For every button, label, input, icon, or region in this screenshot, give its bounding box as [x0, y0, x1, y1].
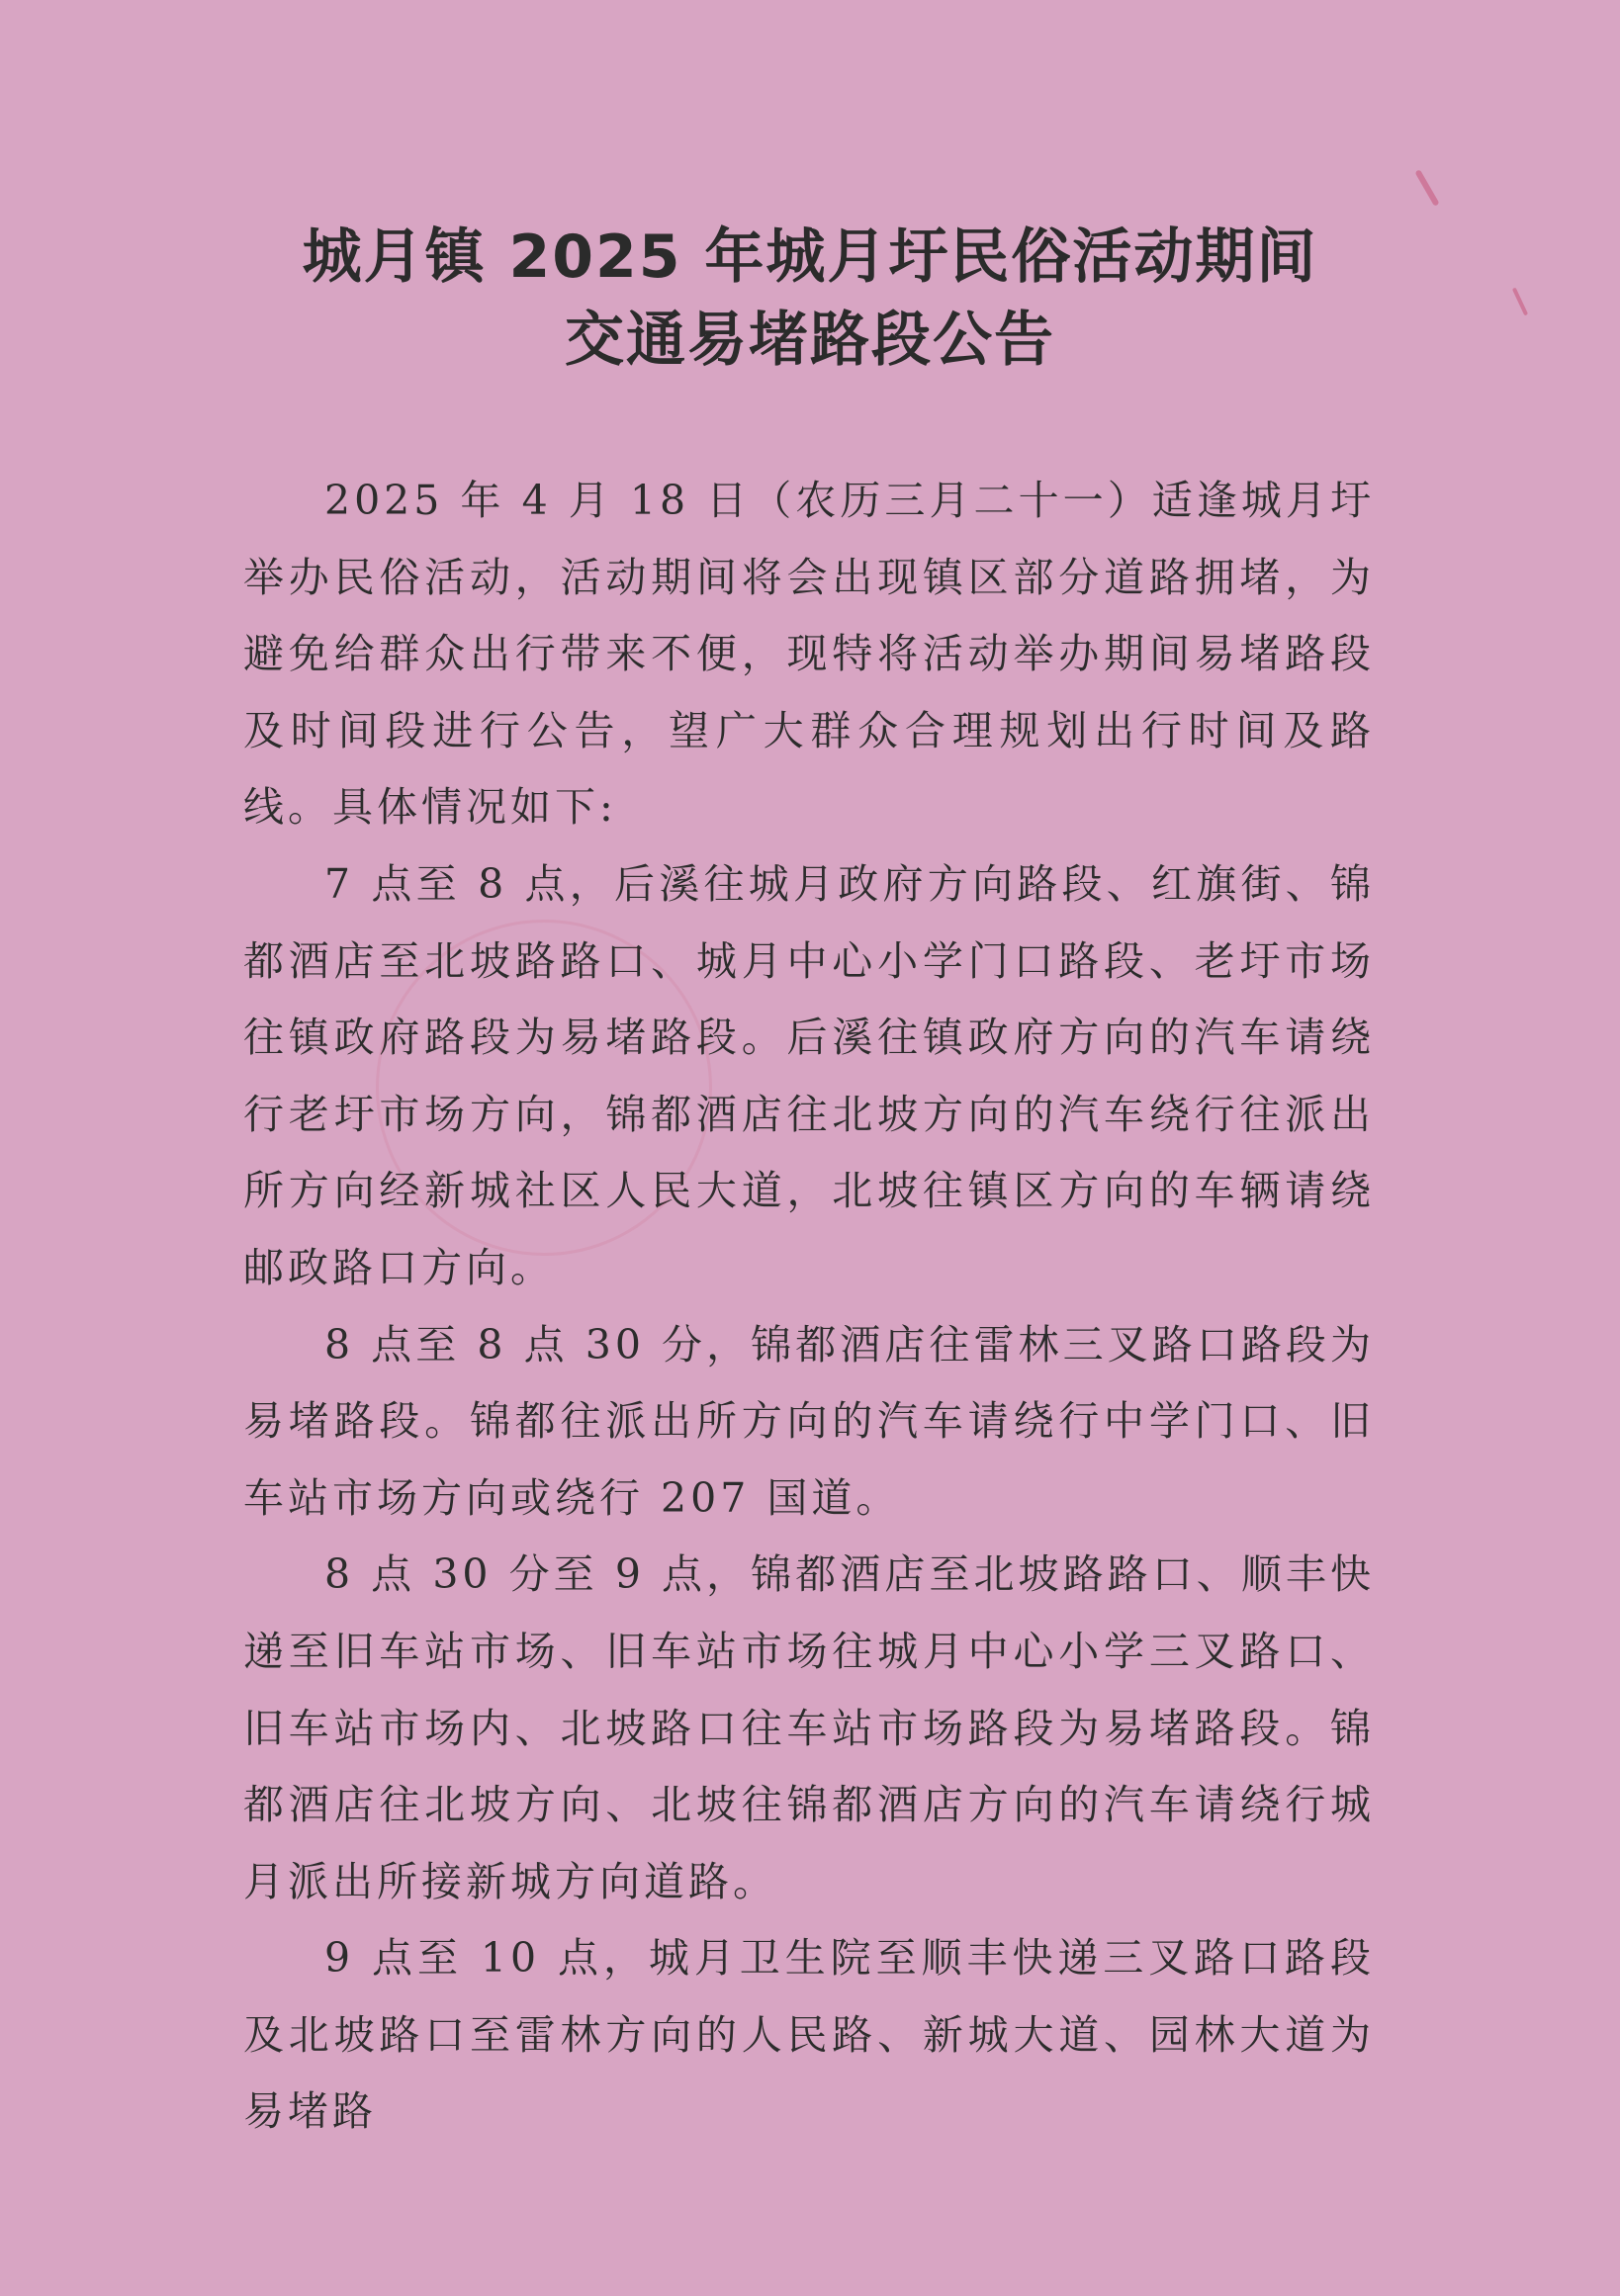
- paragraph-9-to-10: 9 点至 10 点，城月卫生院至顺丰快递三叉路口路段及北坡路口至雷林方向的人民路、新城大道、园林大道为易堵路: [243, 1934, 1375, 2136]
- paragraph-8-to-830: 8 点至 8 点 30 分，锦都酒店往雷林三叉路口路段为易堵路段。锦都往派出所方向的汽车请绕行中学门口、旧车站市场方向或绕行 207 国道。: [243, 1320, 1375, 1522]
- ink-mark: [1414, 169, 1439, 207]
- document-body: [243, 463, 1375, 2151]
- paragraph-7-to-8: 7 点至 8 点，后溪往城月政府方向路段、红旗街、锦都酒店至北坡路路口、城月中心小学门口路段、老圩市场往镇政府路段为易堵路段。后溪往镇政府方向的汽车请绕行老圩市场方向，锦都酒店往北坡方向的汽车绕行往派出所方向经新城社区人民大道，北坡往镇区方向的车辆请绕邮政路口方向。: [243, 859, 1375, 1291]
- paragraph-830-to-9: 8 点 30 分至 9 点，锦都酒店至北坡路路口、顺丰快递至旧车站市场、旧车站市场往城月中心小学三叉路口、旧车站市场内、北坡路口往车站市场路段为易堵路段。锦都酒店往北坡方向、北坡往锦都酒店方向的汽车请绕行城月派出所接新城方向道路。: [243, 1550, 1375, 1905]
- paragraph-intro: 2025 年 4 月 18 日（农历三月二十一）适逢城月圩举办民俗活动，活动期间将会出现镇区部分道路拥堵，为避免给群众出行带来不便，现特将活动举办期间易堵路段及时间段进行公告，望广大群众合理规划出行时间及路线。具体情况如下:: [243, 477, 1375, 832]
- document-title-line-1: 城月镇 2025 年城月圩民俗活动期间: [302, 222, 1318, 292]
- document-title-line-2: 交通易堵路段公告: [565, 306, 1055, 375]
